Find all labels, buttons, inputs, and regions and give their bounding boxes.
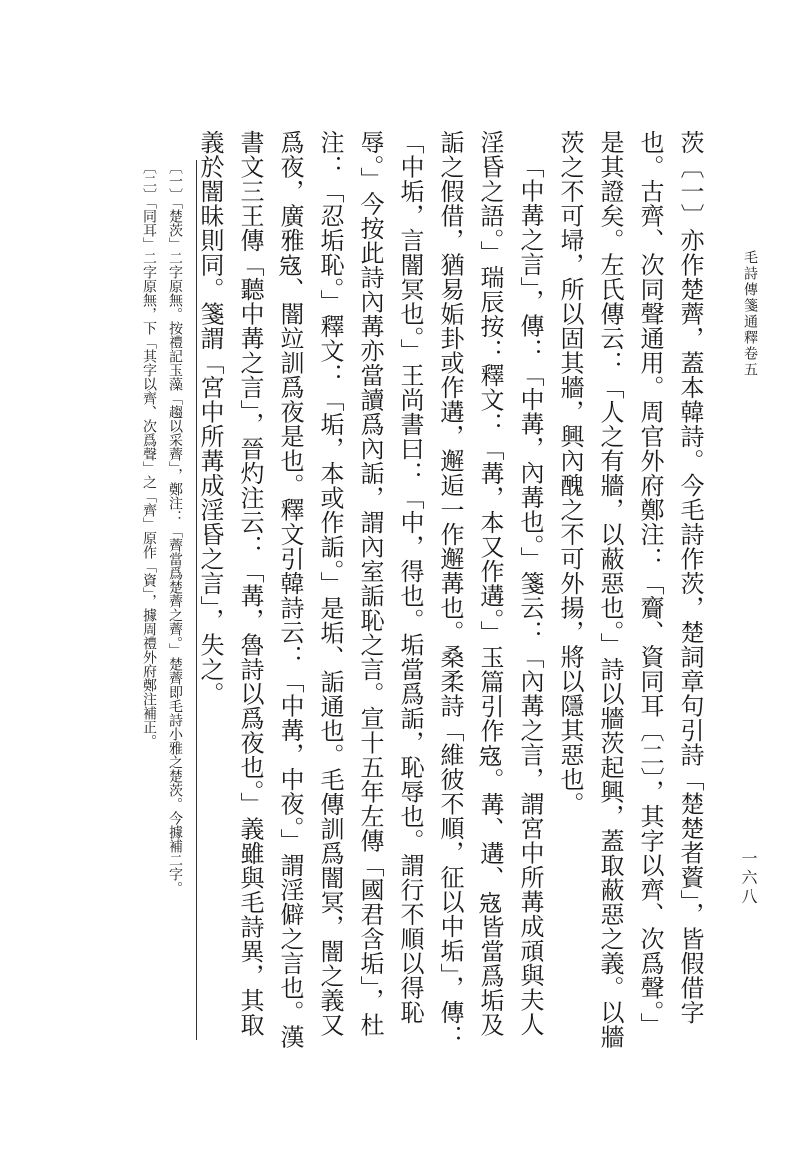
footnote-2: 〔二〕「同耳」二字原無，下「其字以齊、次爲聲」之「齊」原作「資」，據周禮外府鄭注補正。 bbox=[141, 160, 157, 748]
paragraph-2: 「中冓之言」，傳：「中冓，內冓也。」箋云：「內冓之言，謂宮中所冓成頑與夫人淫昏之語。」瑞辰按：釋文：「冓，本又作遘。」玉篇引作𡨥。冓、遘、𡨥皆當爲垢及詬之假借，猶易姤卦或作遘，邂逅一作邂冓也。桑柔詩「維彼不順，征以中垢」，傳：「中垢，言闇冥也。」王尚書曰：「中，得也。垢當爲詬，恥辱也。謂行不順以得恥辱。」今按此詩內冓亦當讀爲內詬，謂內室詬恥之言。宣十五年左傳「國君含垢」，杜注：「忍垢恥。」釋文：「垢，本或作詬。」是垢、詬通也。毛傳訓爲闇冥，闇之義又爲夜，廣雅𡨥、闇竝訓爲夜是也。釋文引韓詩云：「中冓，中夜。」謂淫僻之言也。漢書文三王傳「聽中冓之言」，晉灼注云：「冓，魯詩以爲夜也。」義雖與毛詩異，其取義於闇昧則同。箋謂「宮中所冓成淫昏之言」，失之。 bbox=[196, 130, 544, 1049]
running-header: 毛詩傳箋通釋卷五 bbox=[742, 250, 758, 378]
footnotes bbox=[128, 160, 197, 1040]
paragraph-1: 茨〔一〕亦作楚薺，蓋本韓詩。今毛詩作茨，楚詞章句引詩「楚楚者薋」，皆假借字也。古齊、次同聲通用。周官外府鄭注：「齎、資同耳〔二〕，其字以齊、次爲聲。」是其證矣。左氏傳云：「人之有牆，以蔽惡也。」詩以牆茨起興，蓋取蔽惡之義。以牆茨之不可埽，所以固其牆，興內醜之不可外揚，將以隱其惡也。 bbox=[556, 130, 704, 1049]
page-number: 一六八 bbox=[739, 850, 758, 907]
main-text-body bbox=[190, 130, 710, 1050]
footnote-1: 〔一〕「楚茨」二字原無。按禮記玉藻「趨以采薺」，鄭注：「薺當爲楚薺之薺。」楚薺即毛詩小雅之楚茨。今據補二字。 bbox=[167, 160, 183, 895]
